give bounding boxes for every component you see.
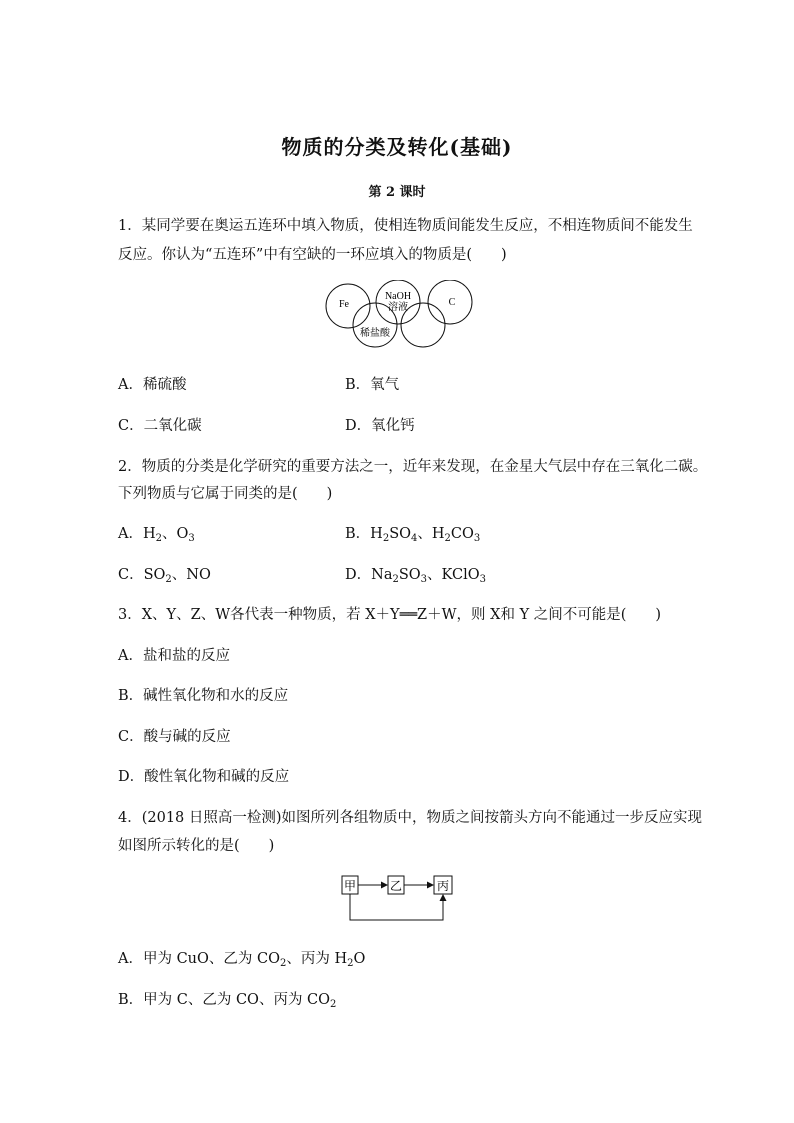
ring-label-naoh-2: 溶液 <box>388 302 408 313</box>
q2-option-a: A．$H_2$、$O_3$ <box>118 526 195 544</box>
q1-line1: 1．某同学要在奥运五连环中填入物质，使相连物质间能发生反应，不相连物质间不能发生 <box>118 218 693 234</box>
q2-line1: 2．物质的分类是化学研究的重要方法之一，近年来发现，在金星大气层中存在三氧化二碳。 <box>118 459 708 475</box>
ring-label-naoh-1: NaOH <box>384 291 412 302</box>
conversion-diagram <box>338 870 458 926</box>
box-yi-label: 乙 <box>389 879 403 893</box>
q2-line2: 下列物质与它属于同类的是( ) <box>118 486 333 502</box>
box-jia-label: 甲 <box>343 879 357 893</box>
ring-label-c: C <box>448 297 456 308</box>
q4-option-b: B．甲为 C、乙为 CO、丙为 $CO_2$ <box>118 992 337 1010</box>
q1-option-d: D．氧化钙 <box>345 418 415 434</box>
q4-option-a: A．甲为 CuO、乙为 $CO_2$、丙为 $H_2O$ <box>118 951 366 969</box>
q3-option-c: C．酸与碱的反应 <box>118 729 231 745</box>
box-bing-label: 丙 <box>436 879 450 893</box>
ring-label-acid: 稀盐酸 <box>360 328 390 339</box>
q3-option-d: D．酸性氧化物和碱的反应 <box>118 769 290 785</box>
q3-line1: 3．X、Y、Z、W各代表一种物质，若 X＋Y══Z＋W，则 X和 Y 之间不可能是( ) <box>118 607 662 623</box>
q3-option-b: B．碱性氧化物和水的反应 <box>118 688 289 704</box>
q1-option-b: B．氧气 <box>345 377 400 393</box>
q1-option-a: A．稀硫酸 <box>118 377 187 393</box>
q4-line1: 4．(2018 日照高一检测)如图所列各组物质中，物质之间按箭头方向不能通过一步反应实现 <box>118 810 703 826</box>
arrow-jia-bing <box>350 894 443 920</box>
q2-option-d: D．$Na_2SO_3$、KClO$_3$ <box>345 567 486 585</box>
q2-option-b: B．$H_2SO_4$、$H_2CO_3$ <box>345 526 481 544</box>
q1-line2: 反应。你认为“五连环”中有空缺的一环应填入的物质是( ) <box>118 247 507 263</box>
page-subtitle: 第 2 课时 <box>368 185 426 200</box>
q1-option-c: C．二氧化碳 <box>118 418 202 434</box>
q4-line2: 如图所示转化的是( ) <box>118 838 275 854</box>
olympic-rings-diagram <box>320 280 480 352</box>
q2-option-c: C．$SO_2$、NO <box>118 567 211 585</box>
ring-label-fe: Fe <box>339 299 349 310</box>
page-title: 物质的分类及转化(基础) <box>281 135 513 159</box>
q3-option-a: A．盐和盐的反应 <box>118 648 230 664</box>
